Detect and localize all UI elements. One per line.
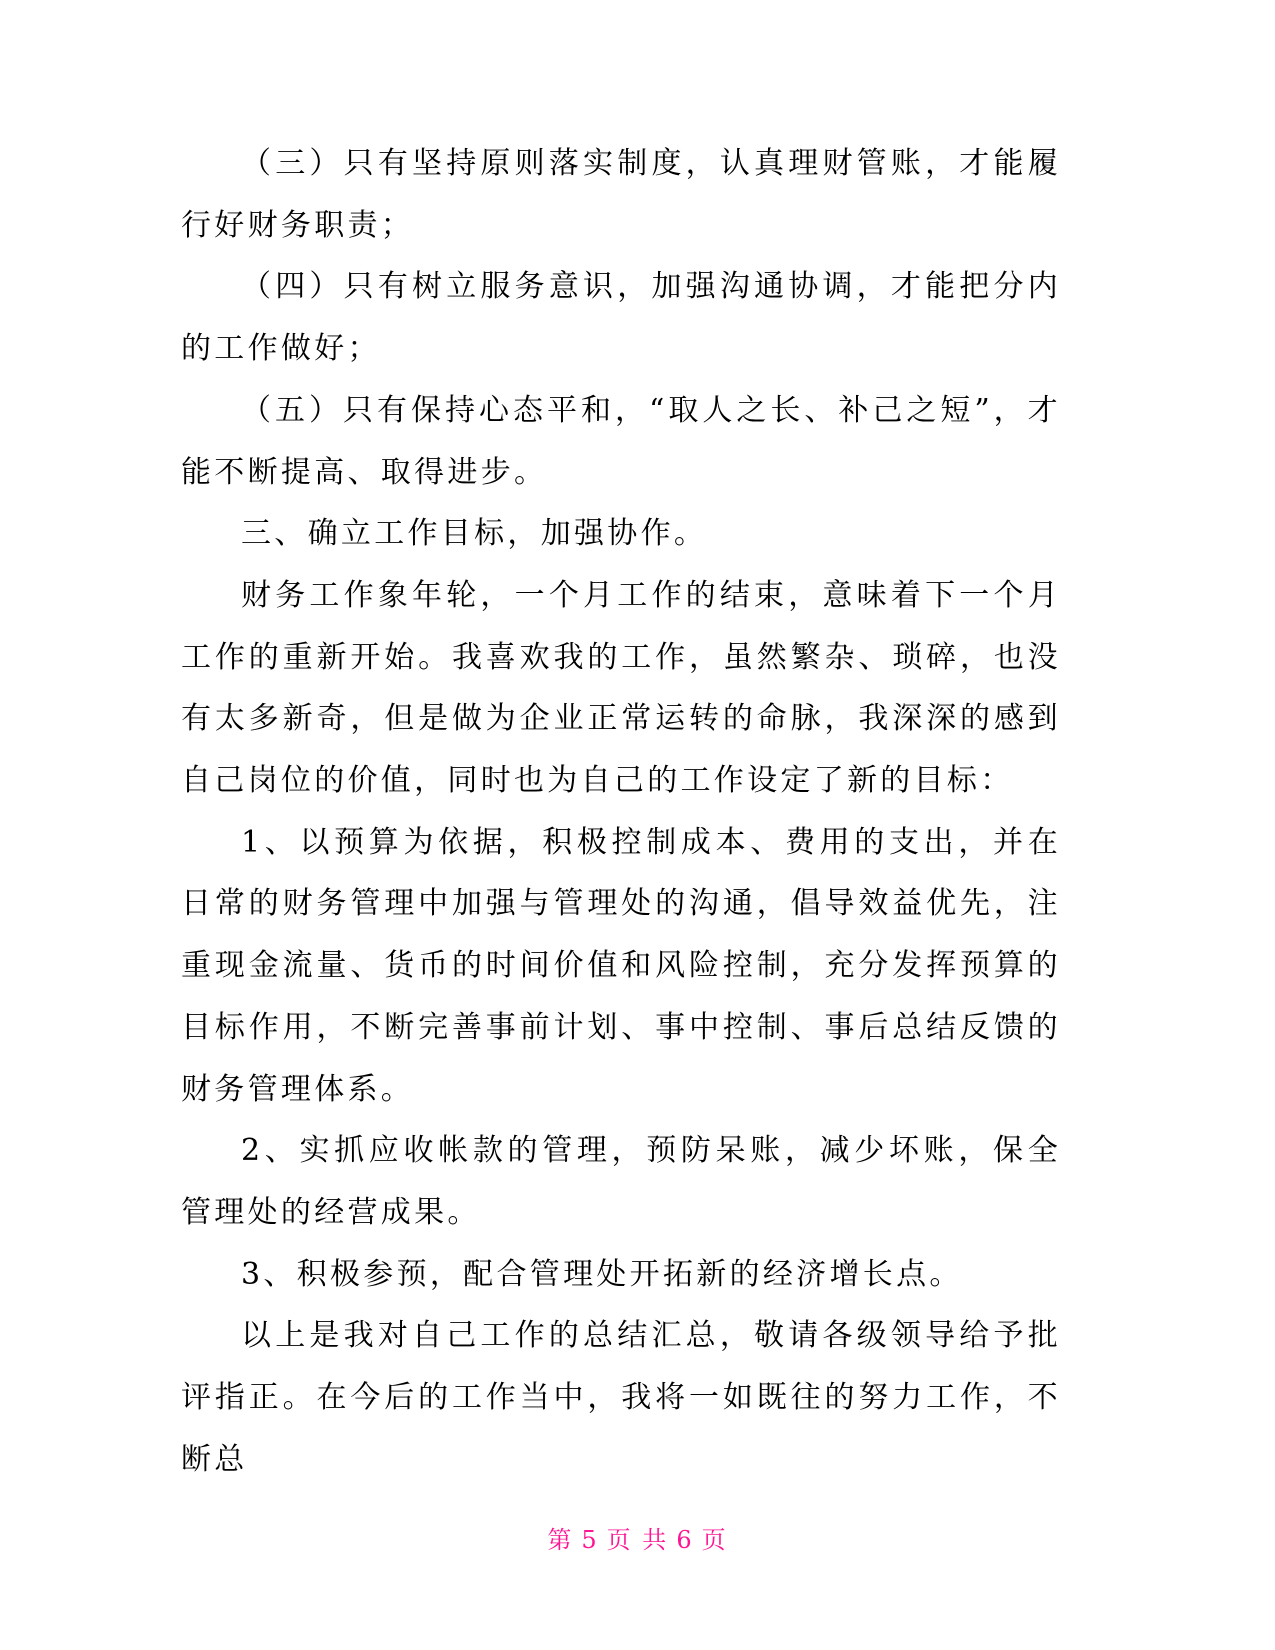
footer-current-page: 5: [581, 1526, 599, 1554]
paragraph-item-3: （三）只有坚持原则落实制度，认真理财管账，才能履行好财务职责；: [181, 146, 1061, 243]
section-heading-goals: 三、确立工作目标，加强协作。: [241, 516, 708, 552]
footer-suffix: 页: [701, 1526, 728, 1554]
paragraph-conclusion: 以上是我对自己工作的总结汇总，敬请各级领导给予批评指正。在今后的工作当中，我将一如既往的努力工作，不断总: [181, 1318, 1061, 1477]
document-body: [181, 133, 1061, 1490]
goal-item-3: 3、积极参预，配合管理处开拓新的经济增长点。: [241, 1256, 963, 1292]
goal-item-1: 1、以预算为依据，积极控制成本、费用的支出，并在日常的财务管理中加强与管理处的沟通，倡导效益优先，注重现金流量、货币的时间价值和风险控制，充分发挥预算的目标作用，不断完善事前计划、事中控制、事后总结反馈的财务管理体系。: [181, 824, 1061, 1107]
footer-middle: 页 共: [606, 1526, 669, 1554]
footer-prefix: 第: [547, 1526, 574, 1554]
goal-item-2: 2、实抓应收帐款的管理，预防呆账，减少坏账，保全管理处的经营成果。: [181, 1133, 1061, 1230]
paragraph-item-5: （五）只有保持心态平和，“取人之长、补己之短”，才能不断提高、取得进步。: [181, 392, 1061, 490]
paragraph-goals-intro: 财务工作象年轮，一个月工作的结束，意味着下一个月工作的重新开始。我喜欢我的工作，虽然繁杂、琐碎，也没有太多新奇，但是做为企业正常运转的命脉，我深深的感到自己岗位的价值，同时也为自己的工作设定了新的目标：: [181, 577, 1061, 799]
footer-total-pages: 6: [676, 1526, 694, 1554]
page-footer: [0, 1520, 1275, 1555]
paragraph-item-4: （四）只有树立服务意识，加强沟通协调，才能把分内的工作做好；: [181, 269, 1061, 367]
